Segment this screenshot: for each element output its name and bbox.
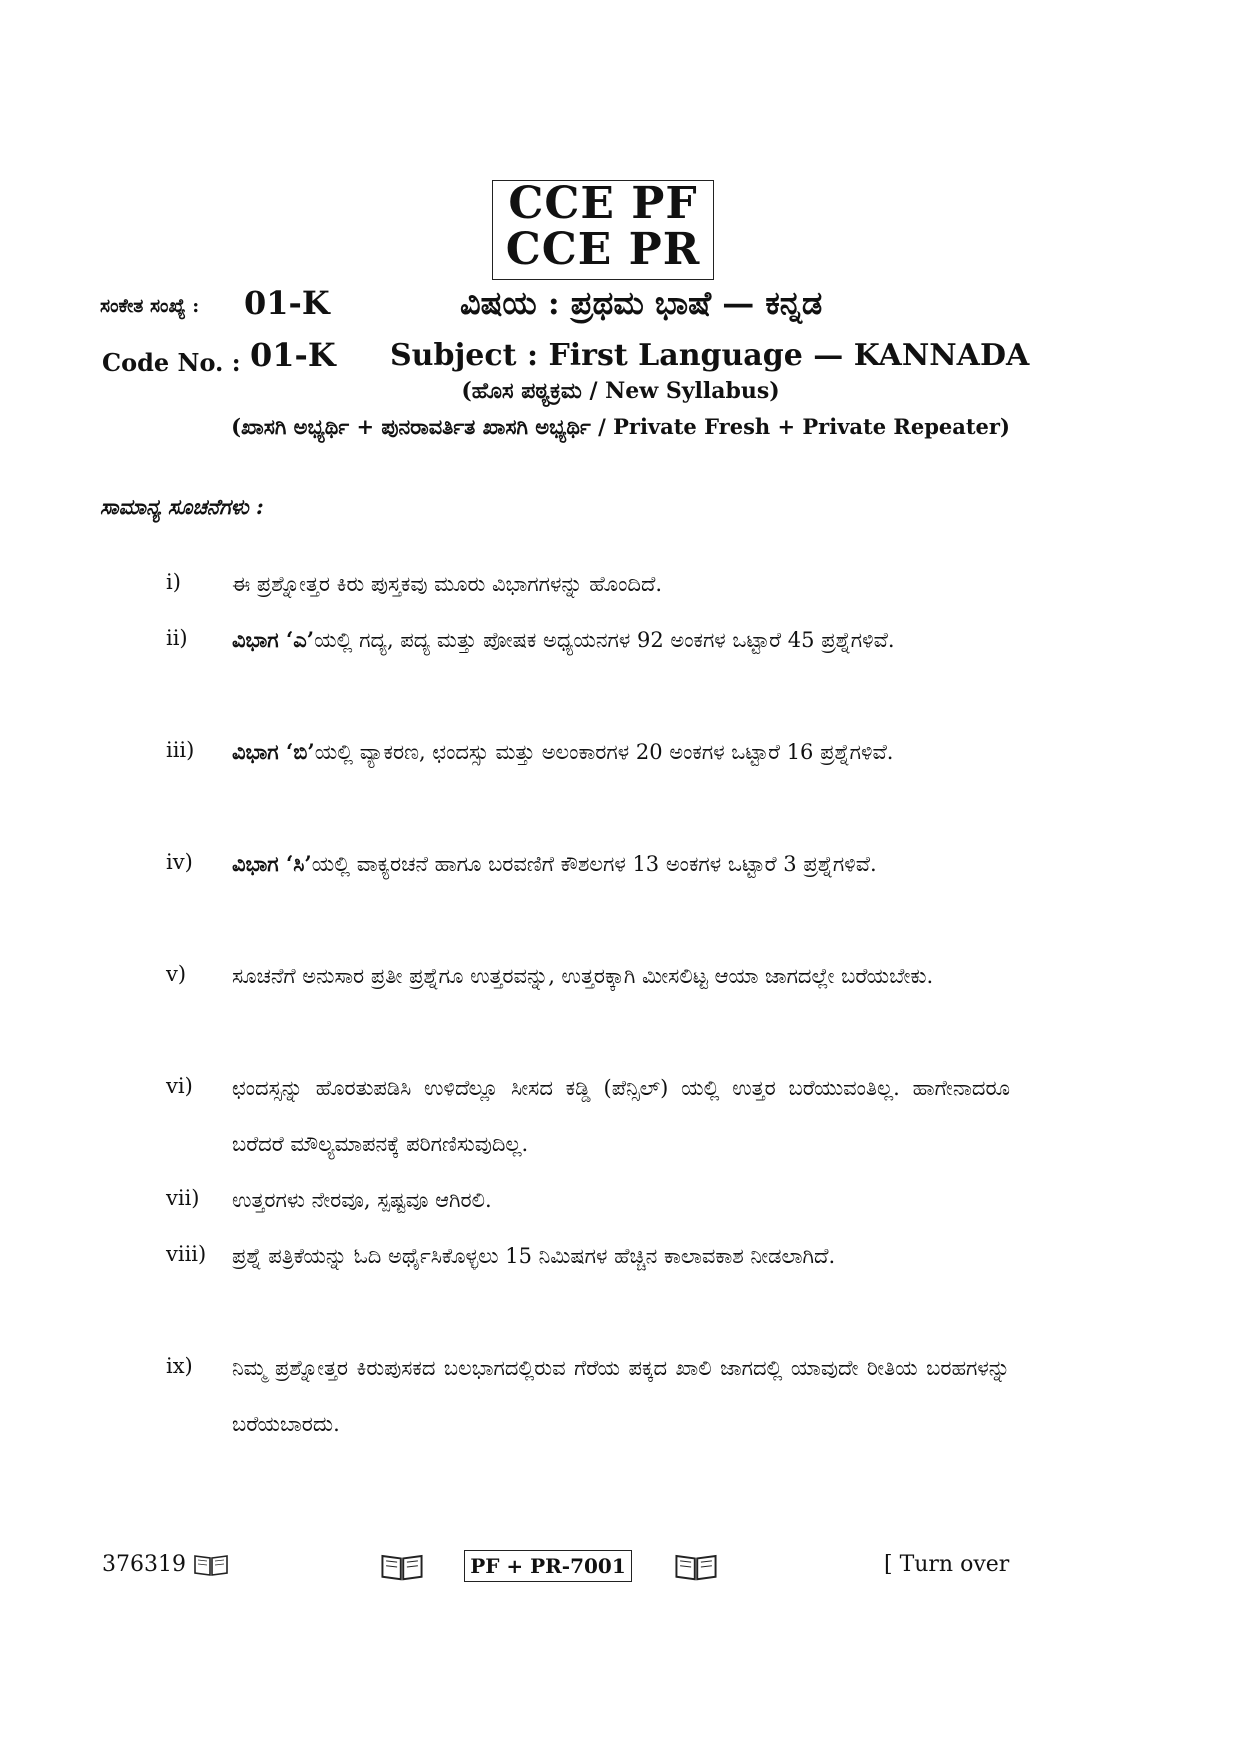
instruction-number: viii) [166,1242,207,1266]
exam-code-line-1: CCE PF [508,178,698,229]
instruction-text: ಛಂದಸ್ಸನ್ನು ಹೊರತುಪಡಿಸಿ ಉಳಿದೆಲ್ಲೂ ಸೀಸದ ಕಡ್ಡಿ (ಪೆನ್ಸಿಲ್) ಯಲ್ಲಿ ಉತ್ತರ ಬರೆಯುವಂತಿಲ್ಲ. ಹಾಗೇನಾದರೂ ಬರೆದರೆ ಮೌಲ್ಯಮಾಪನಕ್ಕೆ ಪರಿಗಣಿಸುವುದಿಲ್ಲ. [232,1076,1010,1156]
exam-code-line-2: CCE PR [505,224,701,275]
candidate-type-note: (ಖಾಸಗಿ ಅಭ್ಯರ್ಥಿ + ಪುನರಾವರ್ತಿತ ಖಾಸಗಿ ಅಭ್ಯರ್ಥಿ / Private Fresh + Private Repeater) [231,414,1010,439]
subject-kannada: ವಿಷಯ : ಪ್ರಥಮ ಭಾಷೆ — ಕನ್ನಡ [460,284,823,322]
book-icon [674,1552,718,1582]
instruction-text: ವಿಭಾಗ ‘ಸಿ’ಯಲ್ಲಿ ವಾಕ್ಯರಚನೆ ಹಾಗೂ ಬರವಣಿಗೆ ಕೌಶಲಗಳ 13 ಅಂಕಗಳ ಒಟ್ಟಾರೆ 3 ಪ್ರಶ್ನೆಗಳಿವೆ. [232,851,877,876]
paper-code-box: PF + PR-7001 [464,1550,632,1582]
book-icon [380,1552,424,1582]
instruction-number: iv) [166,850,193,874]
subject-english: Subject : First Language — KANNADA [390,338,1030,373]
instruction-text: ಪ್ರಶ್ನೆ ಪತ್ರಿಕೆಯನ್ನು ಓದಿ ಅರ್ಥೈಸಿಕೊಳ್ಳಲು 15 ನಿಮಿಷಗಳ ಹೆಚ್ಚಿನ ಕಾಲಾವಕಾಶ ನೀಡಲಾಗಿದೆ. [232,1244,836,1268]
instruction-text: ನಿಮ್ಮ ಪ್ರಶ್ನೋತ್ತರ ಕಿರುಪುಸಕದ ಬಲಭಾಗದಲ್ಲಿರುವ ಗೆರೆಯ ಪಕ್ಕದ ಖಾಲಿ ಜಾಗದಲ್ಲಿ ಯಾವುದೇ ರೀತಿಯ ಬರಹಗಳನ್ನು ಬರೆಯಬಾರದು. [232,1356,1010,1436]
code-value-kannada: 01-K [244,284,330,322]
book-icon [193,1553,229,1577]
syllabus-note: (ಹೊಸ ಪಠ್ಯಕ್ರಮ / New Syllabus) [461,378,780,404]
code-value-english: 01-K [250,336,336,374]
code-label-kannada: ಸಂಕೇತ ಸಂಖ್ಯೆ : [100,295,200,317]
instruction-text: ಉತ್ತರಗಳು ನೇರವೂ, ಸ್ಪಷ್ಟವೂ ಆಗಿರಲಿ. [232,1188,492,1212]
instruction-text: ವಿಭಾಗ ‘ಬಿ’ಯಲ್ಲಿ ವ್ಯಾಕರಣ, ಛಂದಸ್ಸು ಮತ್ತು ಅಲಂಕಾರಗಳ 20 ಅಂಕಗಳ ಒಟ್ಟಾರೆ 16 ಪ್ರಶ್ನೆಗಳಿವೆ. [232,739,894,764]
instruction-number: ix) [166,1354,193,1378]
code-label-english: Code No. : [102,348,241,377]
instruction-number: vi) [166,1074,193,1098]
instruction-text: ಸೂಚನೆಗೆ ಅನುಸಾರ ಪ್ರತೀ ಪ್ರಶ್ನೆಗೂ ಉತ್ತರವನ್ನು, ಉತ್ತರಕ್ಕಾಗಿ ಮೀಸಲಿಟ್ಟ ಆಯಾ ಜಾಗದಲ್ಲೇ ಬರೆಯಬೇಕು. [232,964,934,988]
turn-over-label: [ Turn over [884,1552,1010,1577]
instruction-number: v) [166,962,187,986]
instructions-heading: ಸಾಮಾನ್ಯ ಸೂಚನೆಗಳು : [100,494,264,519]
instruction-number: ii) [166,626,188,650]
instruction-number: i) [166,570,181,594]
instruction-text: ವಿಭಾಗ ‘ಎ’ಯಲ್ಲಿ ಗದ್ಯ, ಪದ್ಯ ಮತ್ತು ಪೋಷಕ ಅಧ್ಯಯನಗಳ 92 ಅಂಕಗಳ ಒಟ್ಟಾರೆ 45 ಪ್ರಶ್ನೆಗಳಿವೆ. [232,627,895,652]
instruction-text: ಈ ಪ್ರಶ್ನೋತ್ತರ ಕಿರು ಪುಸ್ತಕವು ಮೂರು ವಿಭಾಗಗಳನ್ನು ಹೊಂದಿದೆ. [232,572,663,596]
serial-number: 376319 [102,1552,186,1577]
instruction-number: iii) [166,738,195,762]
footer-serial [102,1552,229,1577]
exam-code-box [492,180,714,280]
instruction-number: vii) [166,1186,200,1210]
